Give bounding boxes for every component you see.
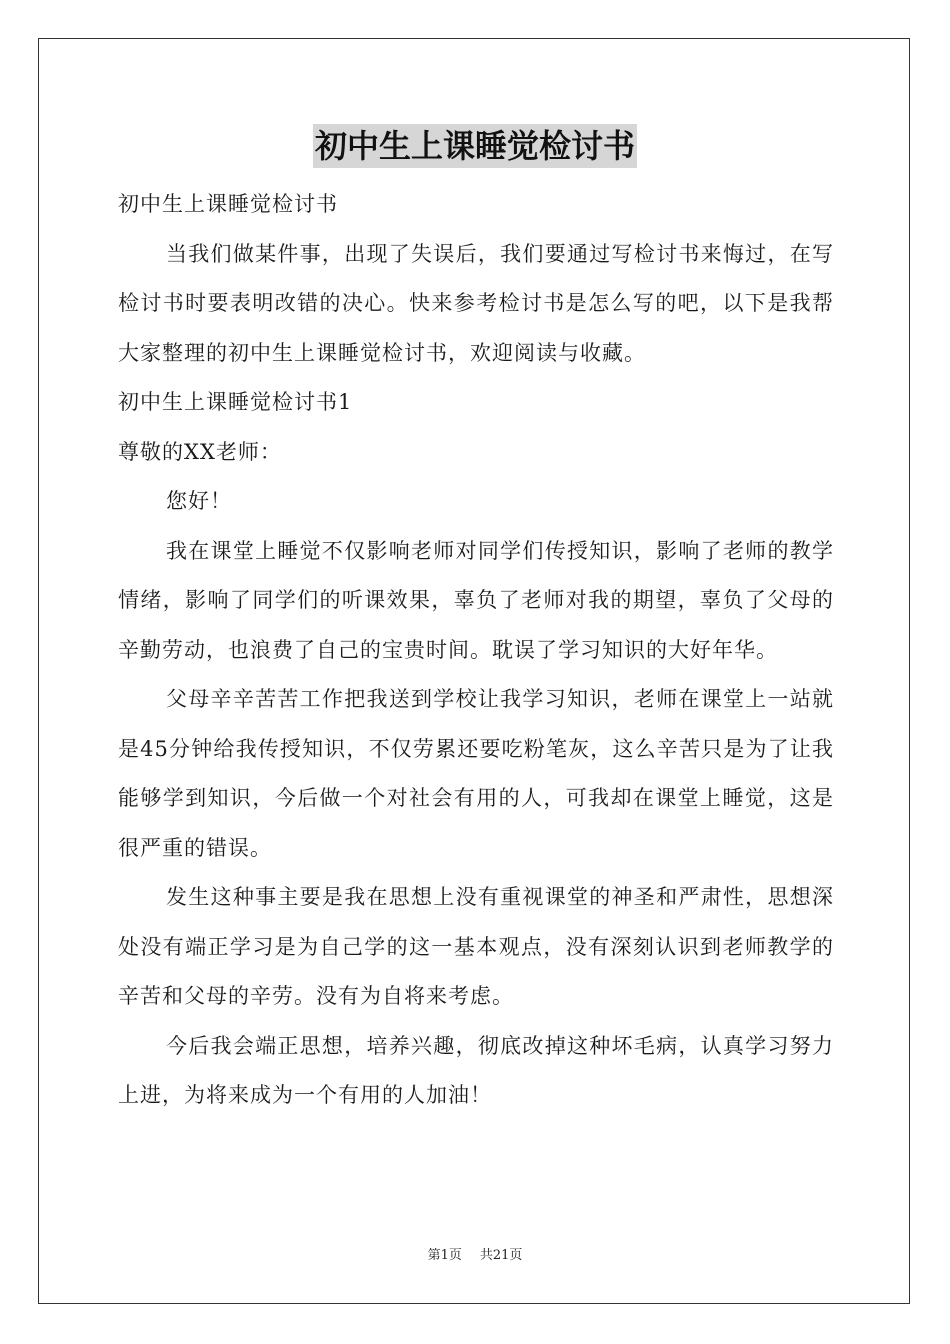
paragraph-body-4: 今后我会端正思想，培养兴趣，彻底改掉这种坏毛病，认真学习努力上进，为将来成为一个有用的人加油！ — [118, 1033, 834, 1107]
title-container — [0, 124, 950, 168]
paragraph-body-2: 父母辛辛苦苦工作把我送到学校让我学习知识，老师在课堂上一站就是45分钟给我传授知识，不仅劳累还要吃粉笔灰，这么辛苦只是为了让我能够学到知识，今后做一个对社会有用的人，可我却在课堂上睡觉，这是很严重的错误。 — [118, 687, 834, 860]
page-total: 共21页 — [479, 1248, 523, 1263]
page-footer — [0, 1246, 950, 1266]
page-number: 第1页 — [427, 1248, 462, 1263]
paragraph-subtitle: 初中生上课睡觉检讨书 — [118, 192, 338, 216]
paragraph-salutation: 尊敬的XX老师： — [118, 439, 282, 464]
paragraph-greeting: 您好！ — [166, 489, 232, 513]
paragraph-intro: 当我们做某件事，出现了失误后，我们要通过写检讨书来悔过，在写检讨书时要表明改错的决心。快来参考检讨书是怎么写的吧，以下是我帮大家整理的初中生上课睡觉检讨书，欢迎阅读与收藏。 — [118, 241, 834, 365]
paragraph-body-3: 发生这种事主要是我在思想上没有重视课堂的神圣和严肃性，思想深处没有端正学习是为自己学的这一基本观点，没有深刻认识到老师教学的辛苦和父母的辛劳。没有为自将来考虑。 — [118, 885, 834, 1008]
document-body — [118, 180, 834, 1121]
paragraph-section-heading: 初中生上课睡觉检讨书1 — [118, 390, 353, 414]
paragraph-body-1: 我在课堂上睡觉不仅影响老师对同学们传授知识，影响了老师的教学情绪，影响了同学们的听课效果，辜负了老师对我的期望，辜负了父母的辛勤劳动，也浪费了自己的宝贵时间。耽误了学习知识的大好年华。 — [118, 538, 834, 662]
document-title: 初中生上课睡觉检讨书 — [313, 124, 637, 168]
